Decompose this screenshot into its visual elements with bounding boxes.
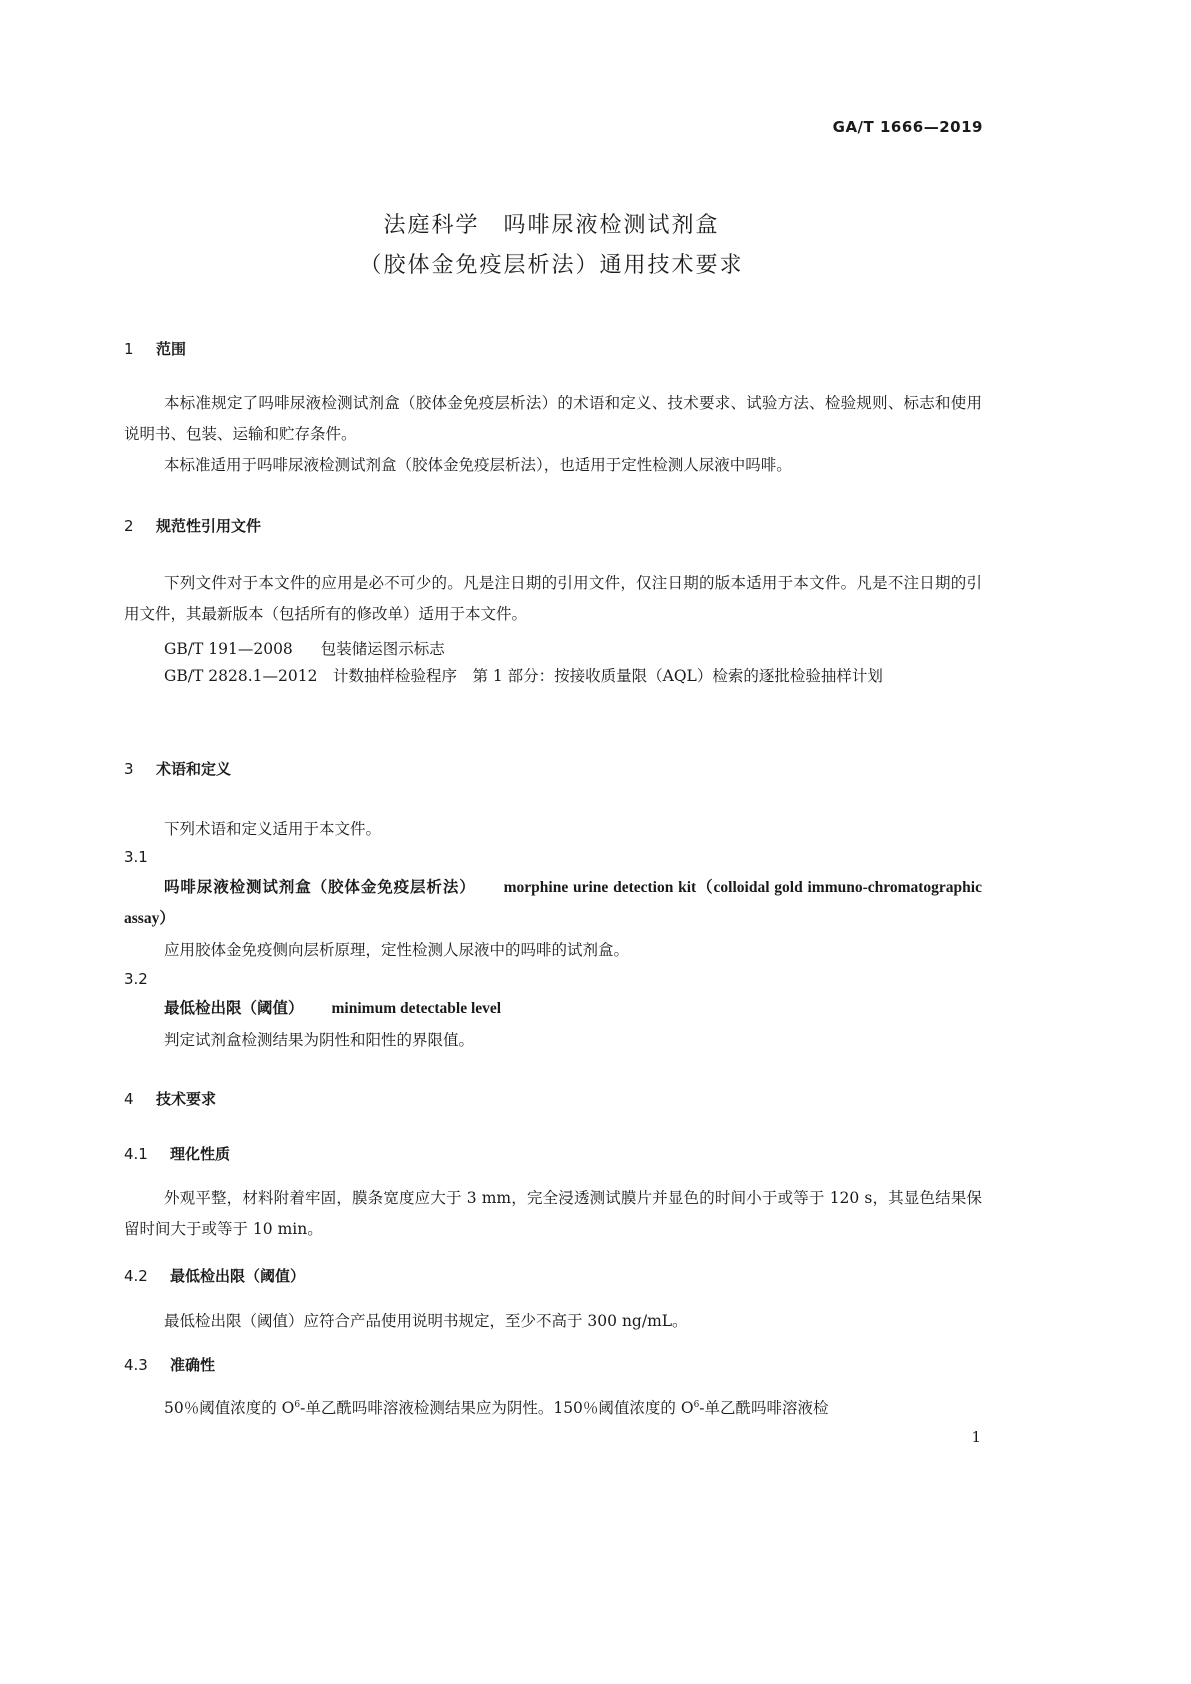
term-chinese: 最低检出限（阈值） [164, 999, 304, 1017]
section-2-paragraph: 下列文件对于本文件的应用是必不可少的。凡是注日期的引用文件，仅注日期的版本适用于本文件。凡是不注日期的引用文件，其最新版本（包括所有的修改单）适用于本文件。 [124, 574, 982, 623]
section-number: 4.3 [124, 1356, 148, 1374]
term-english: morphine urine detection kit（colloidal gold immuno-chromatographic assay） [124, 879, 982, 927]
section-4-heading [124, 1088, 216, 1109]
document-title-line1: 法庭科学 吗啡尿液检测试剂盒 [383, 213, 720, 238]
section-4-1-heading [124, 1143, 230, 1164]
section-title: 规范性引用文件 [156, 517, 262, 535]
section-2-heading [124, 515, 261, 536]
term-chinese: 吗啡尿液检测试剂盒（胶体金免疫层析法） [164, 878, 476, 896]
section-4-3-paragraph [164, 1396, 829, 1418]
section-3-intro: 下列术语和定义适用于本文件。 [164, 820, 382, 838]
standard-code: GA/T 1666—2019 [832, 118, 983, 136]
term-3-1-entry [124, 872, 982, 934]
term-english: minimum detectable level [331, 1000, 502, 1017]
section-title: 术语和定义 [156, 760, 232, 778]
section-number: 1 [124, 340, 134, 358]
superscript: 6 [294, 1399, 301, 1410]
reference-title: 包装储运图示标志 [320, 640, 445, 658]
section-title: 范围 [156, 340, 187, 358]
reference-1 [164, 637, 445, 659]
section-title: 最低检出限（阈值） [170, 1267, 306, 1285]
term-3-1-definition: 应用胶体金免疫侧向层析原理，定性检测人尿液中的吗啡的试剂盒。 [164, 941, 630, 959]
term-3-1-number: 3.1 [124, 848, 148, 866]
term-3-2-definition: 判定试剂盒检测结果为阴性和阳性的界限值。 [164, 1031, 475, 1049]
text-run: -单乙酰吗啡溶液检 [699, 1399, 829, 1417]
reference-2: GB/T 2828.1—2012 计数抽样检验程序 第 1 部分：按接收质量限（AQL）检索的逐批检验抽样计划 [164, 667, 883, 685]
text-run: 50％阈值浓度的 O [164, 1399, 295, 1417]
section-3-heading [124, 758, 231, 779]
reference-code: GB/T 191—2008 [164, 640, 293, 658]
section-number: 4.2 [124, 1267, 148, 1285]
text-run: -单乙酰吗啡溶液检测结果应为阴性。150％阈值浓度的 O [300, 1399, 694, 1417]
section-4-3-heading [124, 1354, 215, 1375]
section-1-heading [124, 338, 186, 359]
superscript: 6 [693, 1399, 700, 1410]
section-title: 技术要求 [156, 1090, 217, 1108]
section-number: 4 [124, 1090, 134, 1108]
term-3-2-number: 3.2 [124, 970, 148, 988]
section-1-paragraph-1: 本标准规定了吗啡尿液检测试剂盒（胶体金免疫层析法）的术语和定义、技术要求、试验方法、检验规则、标志和使用说明书、包装、运输和贮存条件。 [124, 394, 982, 443]
section-1-paragraph-2: 本标准适用于吗啡尿液检测试剂盒（胶体金免疫层析法），也适用于定性检测人尿液中吗啡。 [164, 456, 792, 474]
section-4-1-paragraph: 外观平整，材料附着牢固，膜条宽度应大于 3 mm，完全浸透测试膜片并显色的时间小于或等于 120 s，其显色结果保留时间大于或等于 10 min。 [124, 1189, 982, 1238]
section-number: 3 [124, 760, 134, 778]
page-number: 1 [971, 1428, 981, 1446]
section-4-2-paragraph: 最低检出限（阈值）应符合产品使用说明书规定，至少不高于 300 ng/mL。 [164, 1312, 688, 1330]
section-4-2-heading [124, 1265, 305, 1286]
section-number: 4.1 [124, 1145, 148, 1163]
term-3-2-entry [124, 993, 982, 1024]
section-title: 准确性 [170, 1356, 216, 1374]
section-title: 理化性质 [170, 1145, 231, 1163]
document-title-line2: （胶体金免疫层析法）通用技术要求 [359, 253, 744, 278]
section-number: 2 [124, 517, 134, 535]
